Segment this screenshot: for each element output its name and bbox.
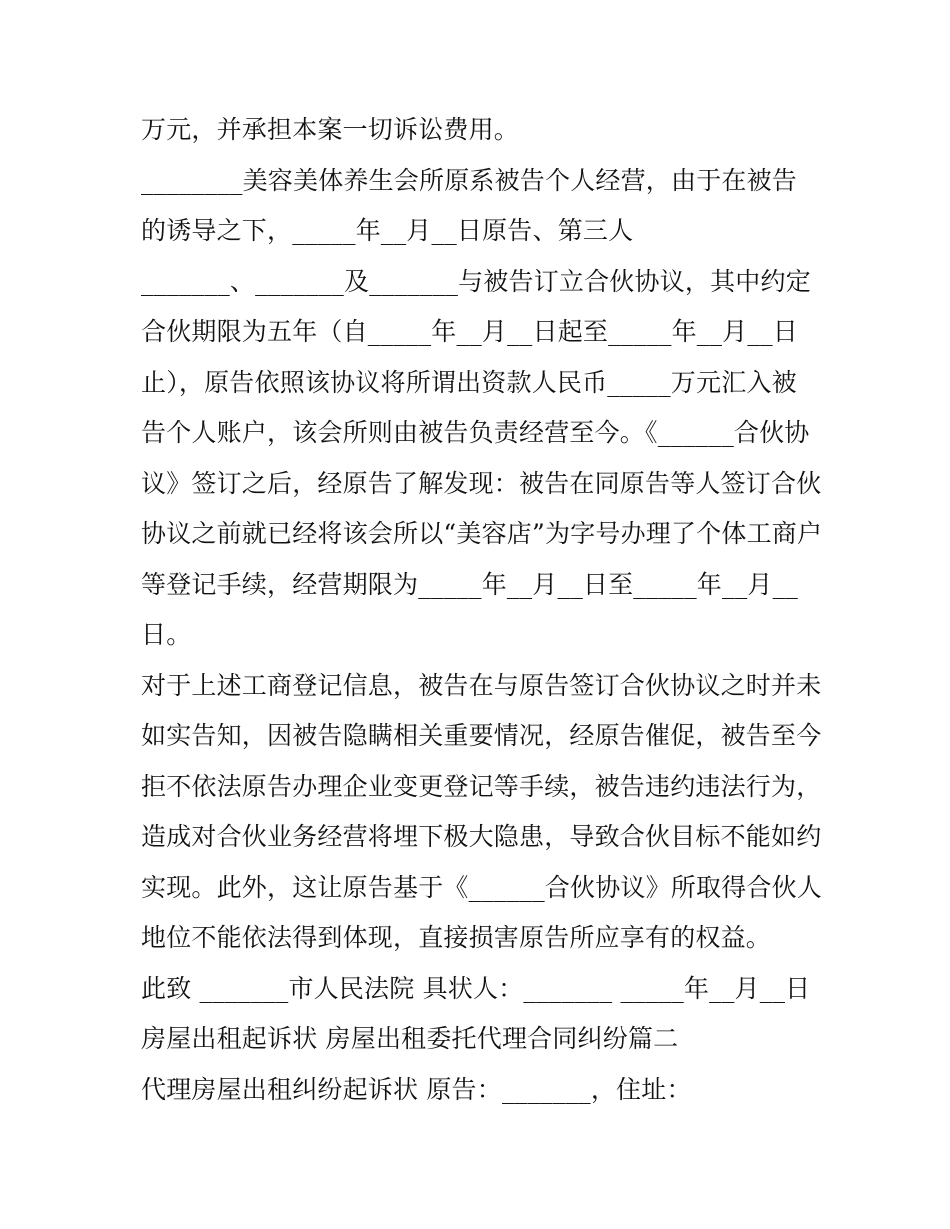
text-line: ________美容美体养生会所原系被告个人经营，由于在被告 (141, 166, 798, 195)
text-line: 的诱导之下，_____年__月__日原告、第三人 (141, 216, 634, 245)
text-line: 等登记手续，经营期限为_____年__月__日至_____年__月__ (141, 570, 799, 599)
text-line: 地位不能依法得到体现，直接损害原告所应享有的权益。 (141, 923, 772, 952)
text-line: 如实告知，因被告隐瞒相关重要情况，经原告催促，被告至今 (141, 721, 822, 750)
text-line: 代理房屋出租纠纷起诉状 原告：_______，住址： (141, 1075, 692, 1104)
text-line: 对于上述工商登记信息，被告在与原告签订合伙协议之时并未 (141, 671, 822, 700)
text-line: 房屋出租起诉状 房屋出租委托代理合同纠纷篇二 (141, 1024, 679, 1053)
text-line: 合伙期限为五年（自_____年__月__日起至_____年__月__日 (141, 317, 799, 346)
text-line: _______、_______及_______与被告订立合伙协议，其中约定 (141, 267, 811, 296)
text-line: 造成对合伙业务经营将埋下极大隐患，导致合伙目标不能如约 (141, 822, 822, 851)
text-line: 日。 (141, 620, 192, 649)
text-line: 此致 _______市人民法院 具状人：_______ _____年__月__日 (141, 974, 811, 1003)
text-line: 议》签订之后，经原告了解发现：被告在同原告等人签订合伙 (141, 469, 822, 498)
text-line: 止），原告依照该协议将所谓出资款人民币_____万元汇入被 (141, 368, 797, 397)
text-line: 万元，并承担本案一切诉讼费用。 (141, 115, 520, 144)
text-line: 协议之前就已经将该会所以“美容店”为字号办理了个体工商户 (141, 519, 823, 548)
text-line: 告个人账户，该会所则由被告负责经营至今。《______合伙协 (141, 418, 810, 447)
text-line: 拒不依法原告办理企业变更登记等手续，被告违约违法行为， (141, 772, 822, 801)
text-line: 实现。此外，这让原告基于《______合伙协议》所取得合伙人 (141, 873, 823, 902)
